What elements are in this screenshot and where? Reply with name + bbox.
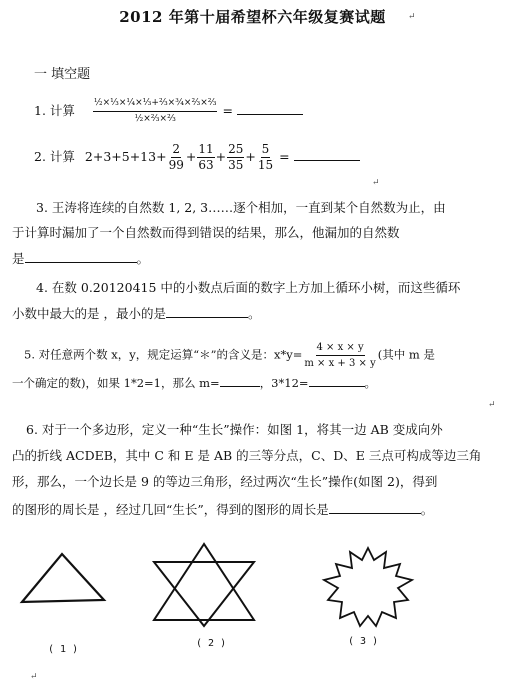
q6-line-3: 形，那么，一个边长是 9 的等边三角形，经过两次“生长”操作(如图 2)，得到 [12,474,438,489]
q3-line-2: 于计算时漏加了一个自然数而得到错误的结果，那么，他漏加的自然数 [12,225,400,240]
q3-line-3: 是 。 [12,251,150,266]
q4-answer-blank[interactable] [166,305,248,318]
q2-fraction-2: $\frac{11}{63}$ [198,142,214,172]
return-mark: ↵ [408,12,416,22]
q5-fraction: $\frac{4 \times x \times y}{m \times x + 3 \times y}$ [304,342,376,369]
q4-line-2: 小数中最大的是 ，最小的是 。 [12,306,261,321]
q5-line-1: 5. 对任意两个数 x，y，规定运算“＊”的含义是：x*y= $\frac{4 \times x \times y}{m \times x + 3 \times y}$ (其中 m 是 [24,342,435,369]
q1-label: 1. 计算 [34,103,75,118]
figure-2-label: ( 2 ) [196,638,227,649]
q5-answer-blank-value[interactable] [309,374,365,387]
figure-3-label: ( 3 ) [348,636,379,647]
q2-lead: 2+3+5+13+ [84,149,167,164]
q2-label: 2. 计算 [34,149,75,164]
q1-fraction [93,96,218,127]
return-mark: ↵ [372,178,380,188]
figure-3-snowflake [316,542,420,632]
figure-1-label: ( 1 ) [48,644,79,655]
q6-answer-blank[interactable] [329,501,421,514]
q1-denominator: ½×⅔×⅔ [134,114,176,124]
q2-answer-blank[interactable] [294,148,360,161]
q2-equals: = [279,149,290,164]
q1-numerator: ½×⅓×¼×⅓+⅔×¾×⅔×⅔ [93,96,218,112]
q1-answer-blank[interactable] [237,102,303,115]
q6-line-4: 的图形的周长是 ，经过几回“生长”，得到的图形的周长是 。 [12,502,434,517]
q4-line-1: 4. 在数 0.20120415 中的小数点后面的数字上方加上循环小树，而这些循环 [36,280,461,295]
q1-equals: = [222,103,233,118]
return-mark: ↵ [30,672,38,682]
figure-2-star [148,540,260,630]
question-1 [34,96,303,127]
q6-line-1: 6. 对于一个多边形，定义一种“生长”操作：如图 1，将其一边 AB 变成向外 [26,422,443,437]
q5-line-2: 一个确定的数)，如果 1*2=1，那么 m= ，3*12= 。 [12,376,377,390]
q5-answer-blank-m[interactable] [220,374,260,387]
figure-1-triangle [18,548,110,608]
q3-answer-blank[interactable] [25,250,137,263]
section-heading: 一 填空题 [34,67,91,82]
return-mark: ↵ [488,400,496,410]
page-title: 2012 年第十届希望杯六年级复赛试题 [119,8,386,26]
question-2: 2. 计算 2+3+5+13+ $\frac{2}{99}$ + $\frac{11}{63}$ + $\frac{25}{35}$ + $\frac{5}{15}$ = [34,142,360,173]
q3-line-1: 3. 王涛将连续的自然数 1, 2, 3……逐个相加，一直到某个自然数为止，由 [36,200,446,215]
q2-fraction-4: $\frac{5}{15}$ [257,142,274,172]
q2-fraction-3: $\frac{25}{35}$ [228,142,244,172]
q2-fraction-1: $\frac{2}{99}$ [168,142,184,172]
q6-line-2: 凸的折线 ACDEB，其中 C 和 E 是 AB 的三等分点，C、D、E 三点可构成等边三角 [12,448,482,463]
